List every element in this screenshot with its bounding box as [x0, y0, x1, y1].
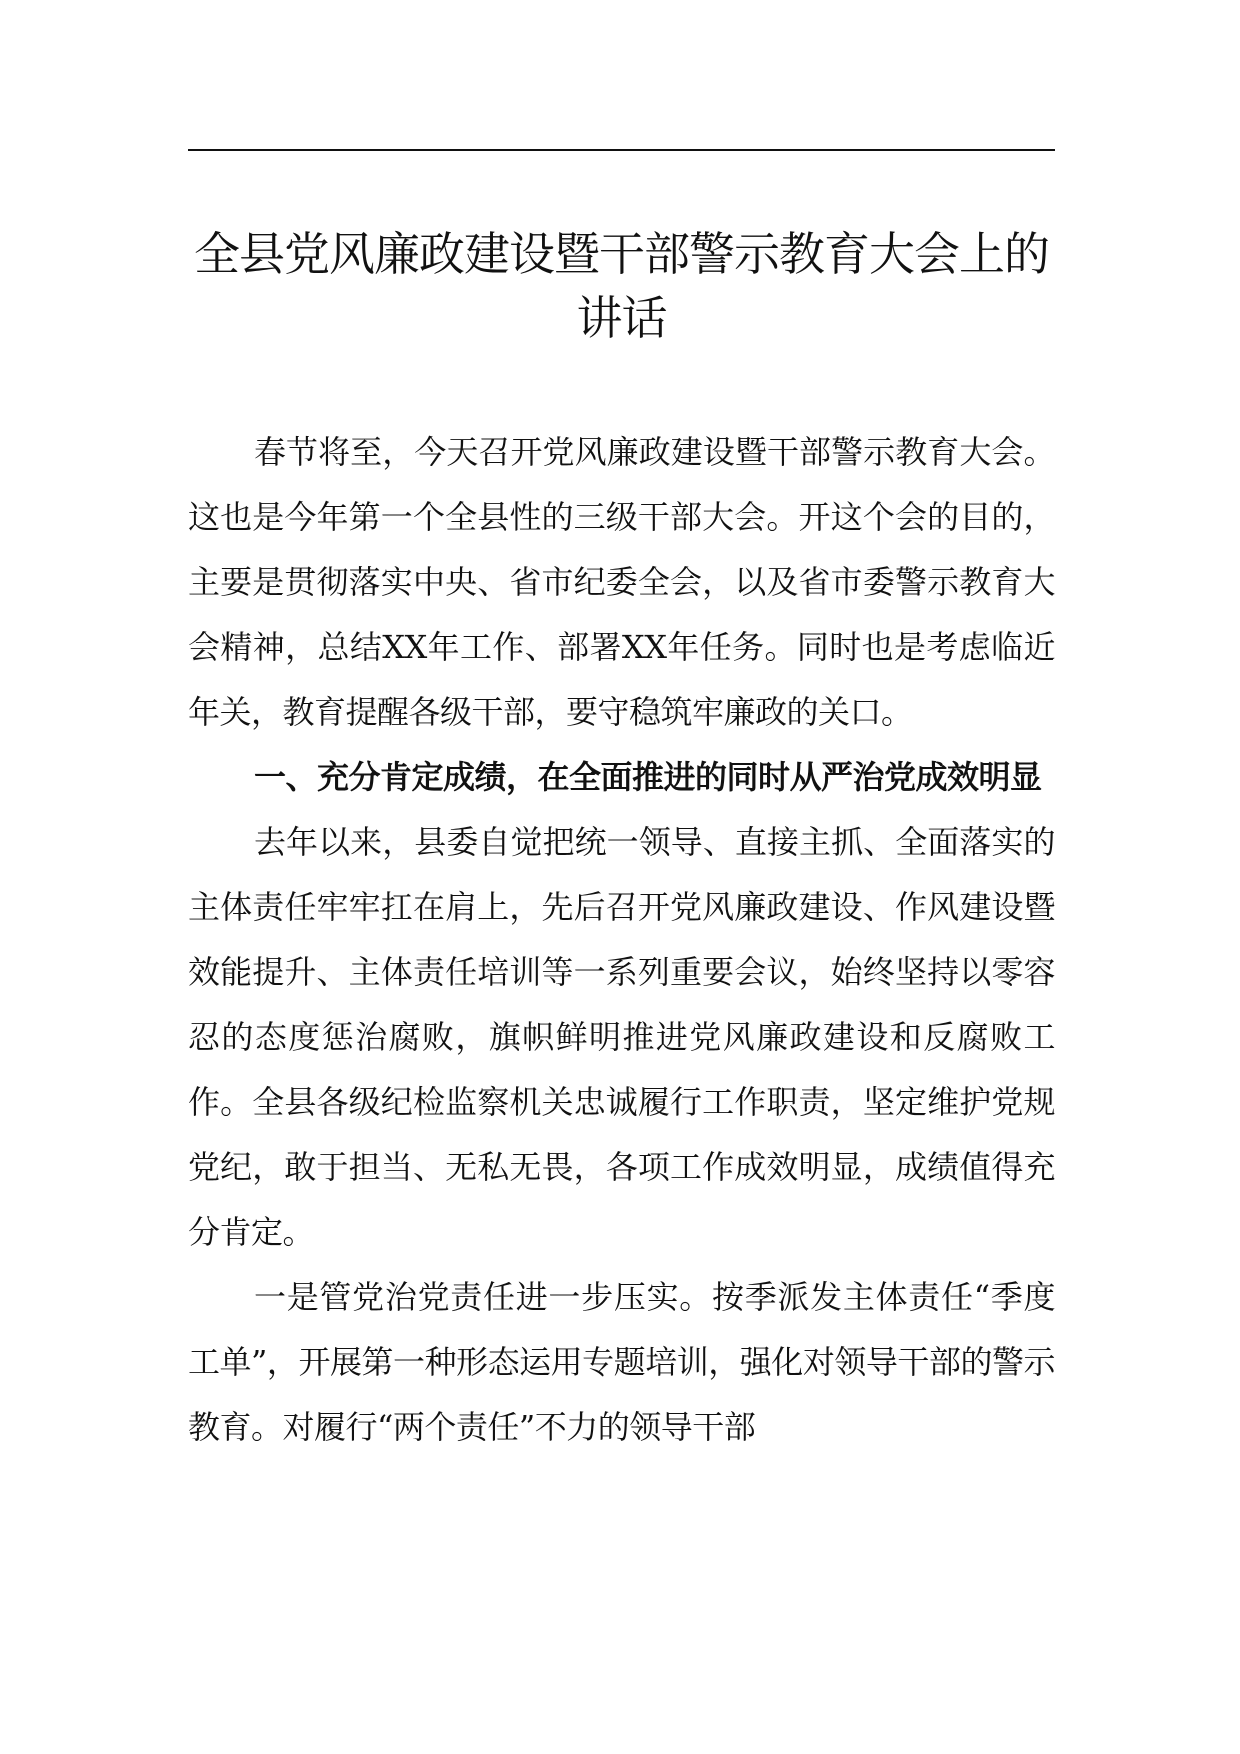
section-heading-1: 一、充分肯定成绩，在全面推进的同时从严治党成效明显	[254, 758, 1042, 796]
header-rule	[188, 149, 1055, 151]
intro-paragraph: 春节将至，今天召开党风廉政建设暨干部警示教育大会。这也是今年第一个全县性的三级干部大会。开这个会的目的，主要是贯彻落实中央、省市纪委全会，以及省市委警示教育大会精神，总结XX年工作、部署XX年任务。同时也是考虑临近年关，教育提醒各级干部，要守稳筑牢廉政的关口。	[188, 433, 1055, 731]
document-title: 全县党风廉政建设暨干部警示教育大会上的讲话	[194, 227, 1049, 345]
section-1-point-1-paragraph: 一是管党治党责任进一步压实。按季派发主体责任“季度工单”，开展第一种形态运用专题培训，强化对领导干部的警示教育。对履行“两个责任”不力的领导干部	[188, 1278, 1055, 1446]
section-1-paragraph: 去年以来，县委自觉把统一领导、直接主抓、全面落实的主体责任牢牢扛在肩上，先后召开党风廉政建设、作风建设暨效能提升、主体责任培训等一系列重要会议，始终坚持以零容忍的态度惩治腐败，旗帜鲜明推进党风廉政建设和反腐败工作。全县各级纪检监察机关忠诚履行工作职责，坚定维护党规党纪，敢于担当、无私无畏，各项工作成效明显，成绩值得充分肯定。	[188, 823, 1055, 1251]
document-body	[188, 420, 1055, 1460]
